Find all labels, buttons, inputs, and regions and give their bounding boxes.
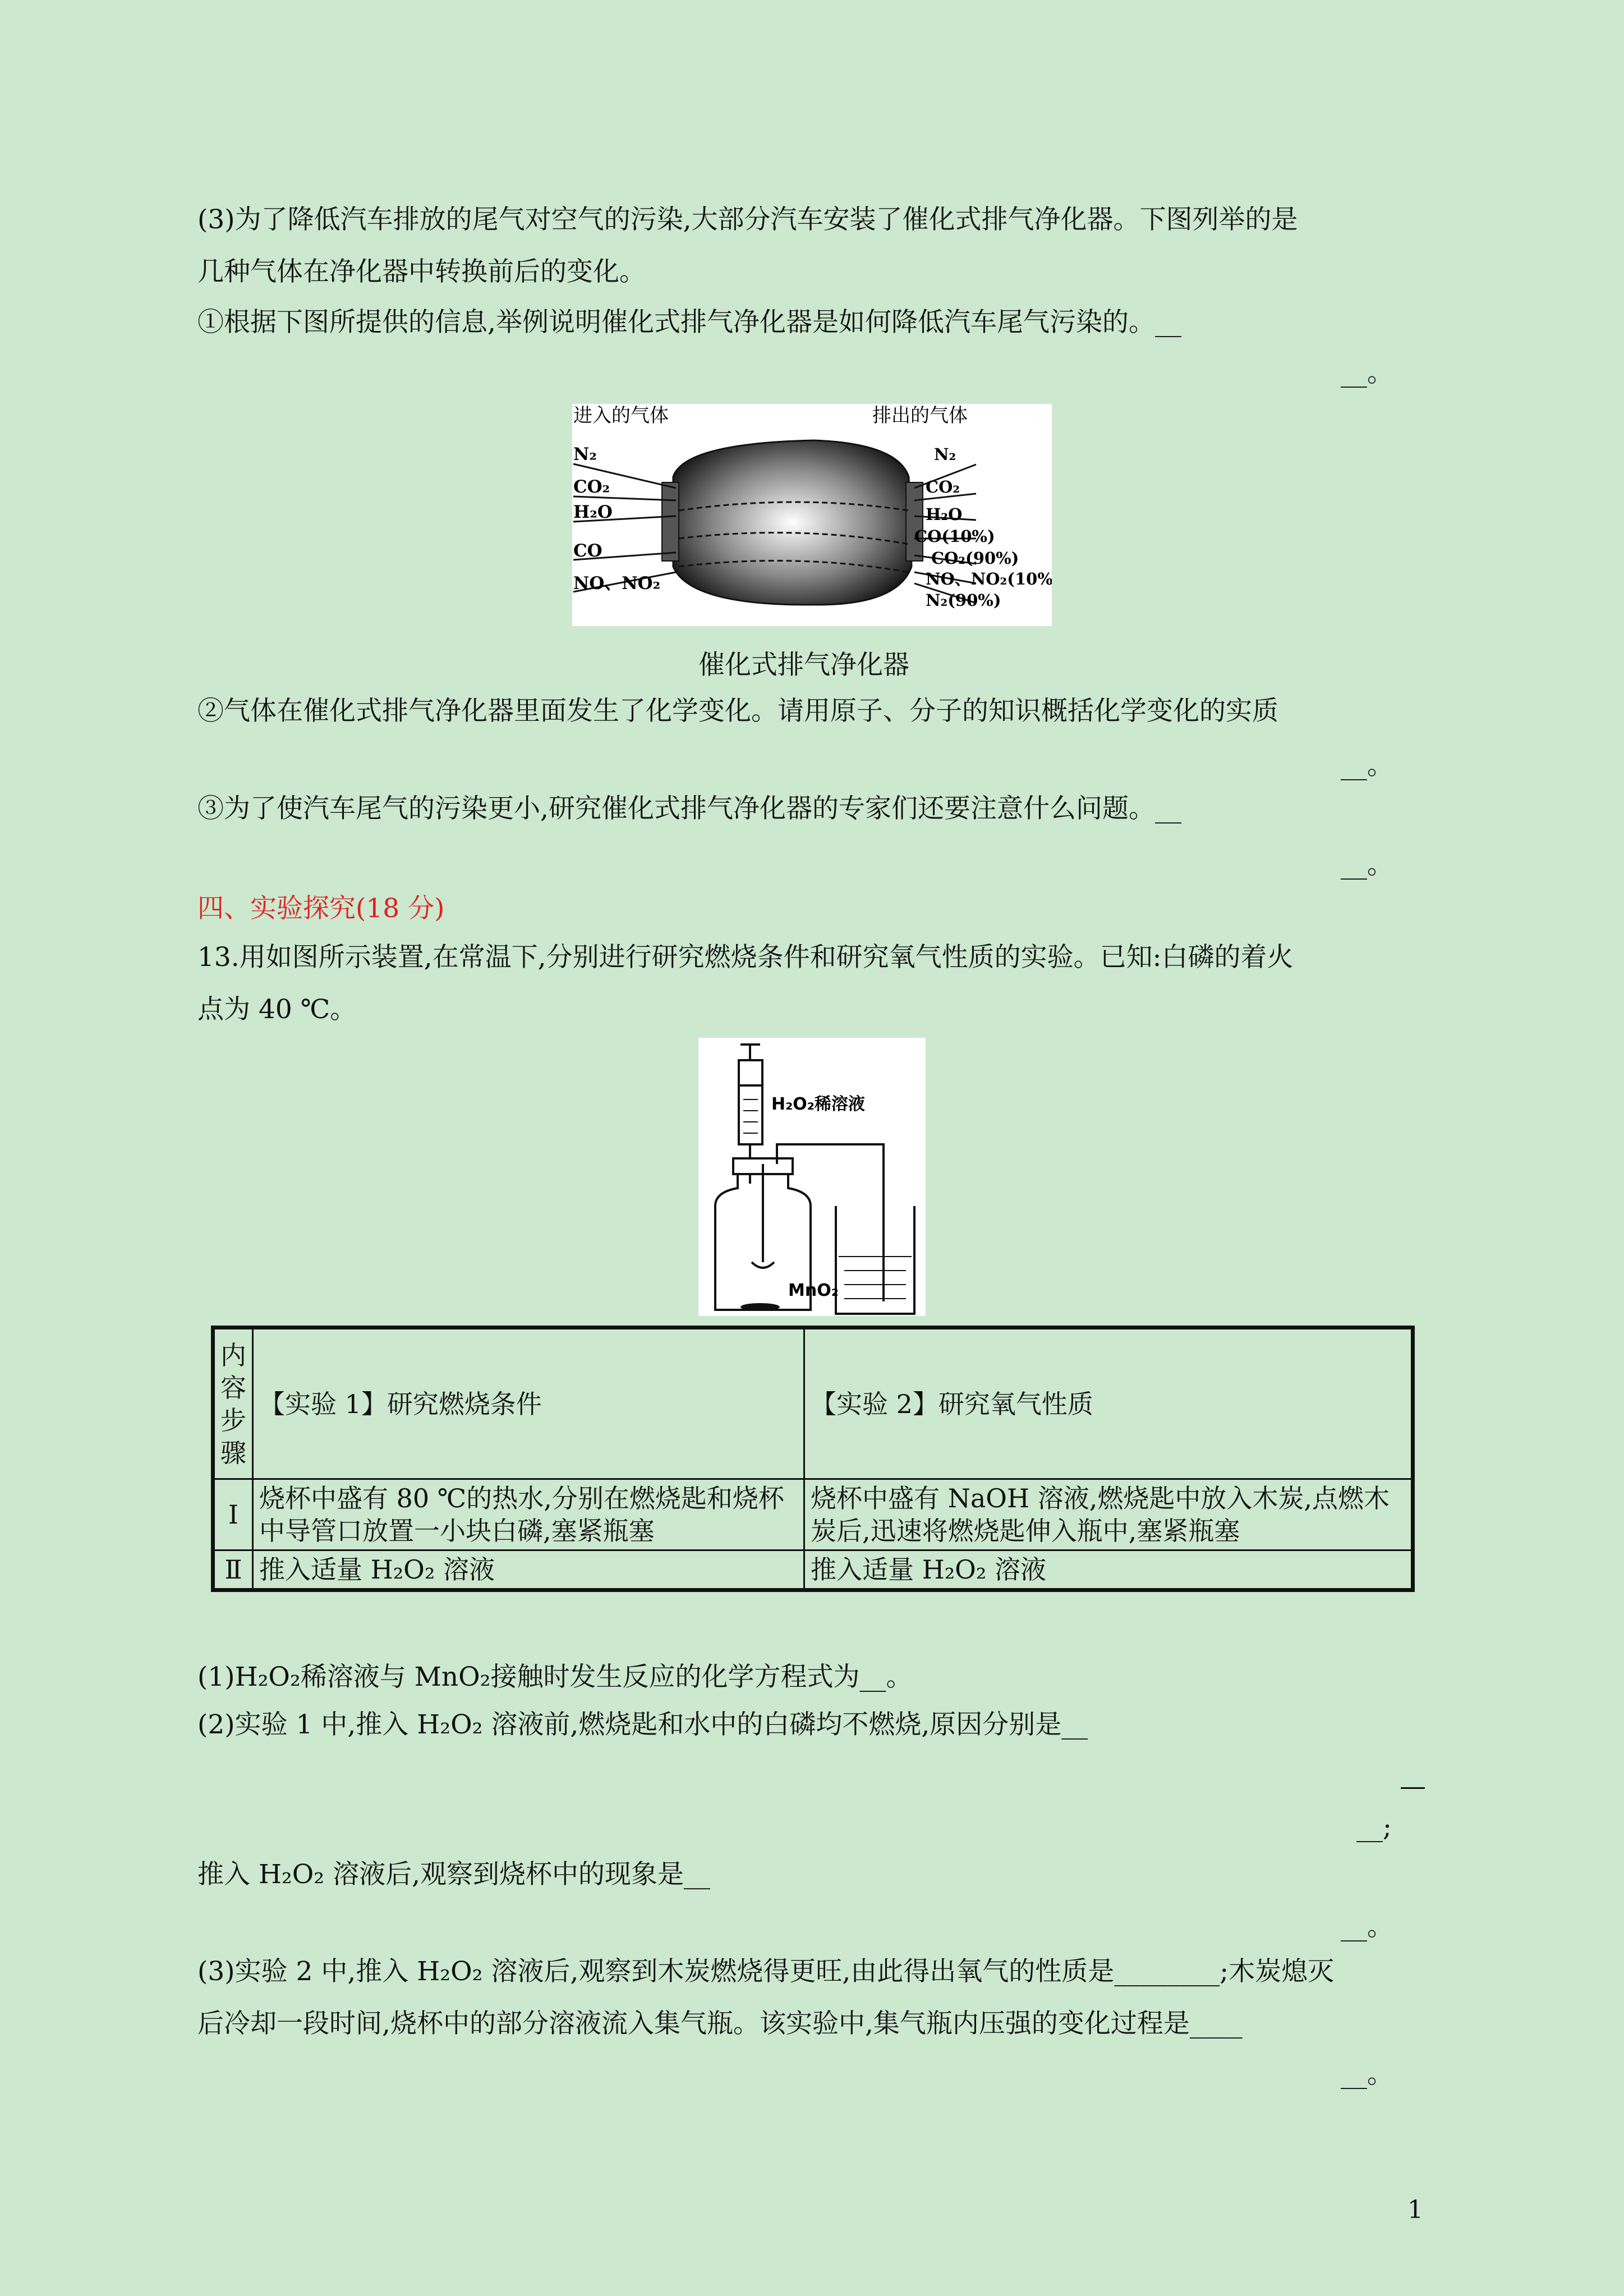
table-header-step: 内容步骤 (213, 1328, 253, 1479)
q13-part2-end: __; (1356, 1812, 1392, 1843)
page-number: 1 (1407, 2196, 1423, 2224)
q13-stem-line1: 13.用如图所示装置,在常温下,分别进行研究燃烧条件和研究氧气性质的实验。已知:白磷的着火 (197, 942, 1294, 973)
syringe-label: H₂O₂稀溶液 (771, 1094, 865, 1114)
catalytic-figure-caption: 催化式排气净化器 (698, 650, 909, 680)
catalytic-converter-diagram (572, 404, 1052, 626)
catalytic-converter-figure (572, 404, 1052, 626)
table-cell: 烧杯中盛有 80 ℃的热水,分别在燃烧匙和烧杯中导管口放置一小块白磷,塞紧瓶塞 (253, 1479, 804, 1550)
table-cell: 推入适量 H₂O₂ 溶液 (804, 1550, 1413, 1590)
section-4-title: 四、实验探究(18 分) (197, 893, 445, 924)
table-row (213, 1550, 1413, 1590)
q13-part3-end: __。 (1341, 2059, 1393, 2090)
q3-sub2-end: __。 (1341, 750, 1393, 781)
in-gas-4: CO (573, 541, 602, 561)
table-header-row (213, 1328, 1413, 1479)
out-gas-3: H₂O (926, 505, 963, 524)
table-cell-step: Ⅱ (213, 1550, 253, 1590)
in-gas-1: N₂ (573, 444, 597, 464)
table-row (213, 1479, 1413, 1550)
q3-intro-line1: (3)为了降低汽车排放的尾气对空气的污染,大部分汽车安装了催化式排气净化器。下图列举的是 (197, 204, 1298, 235)
q13-part2-dash: — (1400, 1771, 1426, 1802)
table-header-exp2: 【实验 2】研究氧气性质 (804, 1328, 1413, 1479)
q13-stem-line2: 点为 40 ℃。 (197, 994, 357, 1025)
q3-sub3-end: __。 (1341, 849, 1393, 880)
q13-part2b-end: __。 (1341, 1911, 1393, 1942)
q13-part3-line1: (3)实验 2 中,推入 H₂O₂ 溶液后,观察到木炭燃烧得更旺,由此得出氧气的性质是________;木炭熄灭 (197, 1956, 1335, 1987)
in-gas-3: H₂O (573, 502, 613, 522)
table-cell: 推入适量 H₂O₂ 溶液 (253, 1550, 804, 1590)
q13-part3-line2: 后冷却一段时间,烧杯中的部分溶液流入集气瓶。该实验中,集气瓶内压强的变化过程是____ (197, 2008, 1243, 2039)
table-cell: 烧杯中盛有 NaOH 溶液,燃烧匙中放入木炭,点燃木炭后,迅速将燃烧匙伸入瓶中,塞紧瓶塞 (804, 1479, 1413, 1550)
q13-part2b: 推入 H₂O₂ 溶液后,观察到烧杯中的现象是__ (197, 1859, 711, 1890)
in-gas-title: 进入的气体 (573, 404, 669, 427)
out-gas-4: CO(10%) (914, 527, 995, 546)
out-gas-2: CO₂ (926, 477, 960, 496)
out-gas-1: N₂ (934, 445, 956, 464)
q3-sub3: ③为了使汽车尾气的污染更小,研究催化式排气净化器的专家们还要注意什么问题。__ (197, 793, 1181, 824)
table-header-exp1: 【实验 1】研究燃烧条件 (253, 1328, 804, 1479)
q3-sub1: ①根据下图所提供的信息,举例说明催化式排气净化器是如何降低汽车尾气污染的。__ (197, 307, 1181, 338)
out-gas-title: 排出的气体 (872, 404, 968, 427)
apparatus-diagram (698, 1038, 926, 1316)
q13-part1: (1)H₂O₂稀溶液与 MnO₂接触时发生反应的化学方程式为__。 (197, 1662, 913, 1692)
in-gas-2: CO₂ (573, 477, 610, 497)
q13-part2: (2)实验 1 中,推入 H₂O₂ 溶液前,燃烧匙和水中的白磷均不燃烧,原因分别是__ (197, 1709, 1088, 1740)
in-gas-5: NO、NO₂ (573, 573, 661, 593)
apparatus-figure (698, 1038, 926, 1316)
q3-sub1-end: __。 (1341, 357, 1393, 388)
out-gas-6: NO、NO₂(10%) (926, 569, 1052, 588)
out-gas-7: N₂(90%) (926, 591, 1001, 610)
table-cell-step: Ⅰ (213, 1479, 253, 1550)
q3-sub2: ②气体在催化式排气净化器里面发生了化学变化。请用原子、分子的知识概括化学变化的实质 (197, 696, 1278, 726)
out-gas-5: CO₂(90%) (931, 549, 1019, 568)
experiment-table (211, 1326, 1415, 1592)
q3-intro-line2: 几种气体在净化器中转换前后的变化。 (197, 256, 646, 287)
catalyst-label: MnO₂ (788, 1281, 839, 1300)
